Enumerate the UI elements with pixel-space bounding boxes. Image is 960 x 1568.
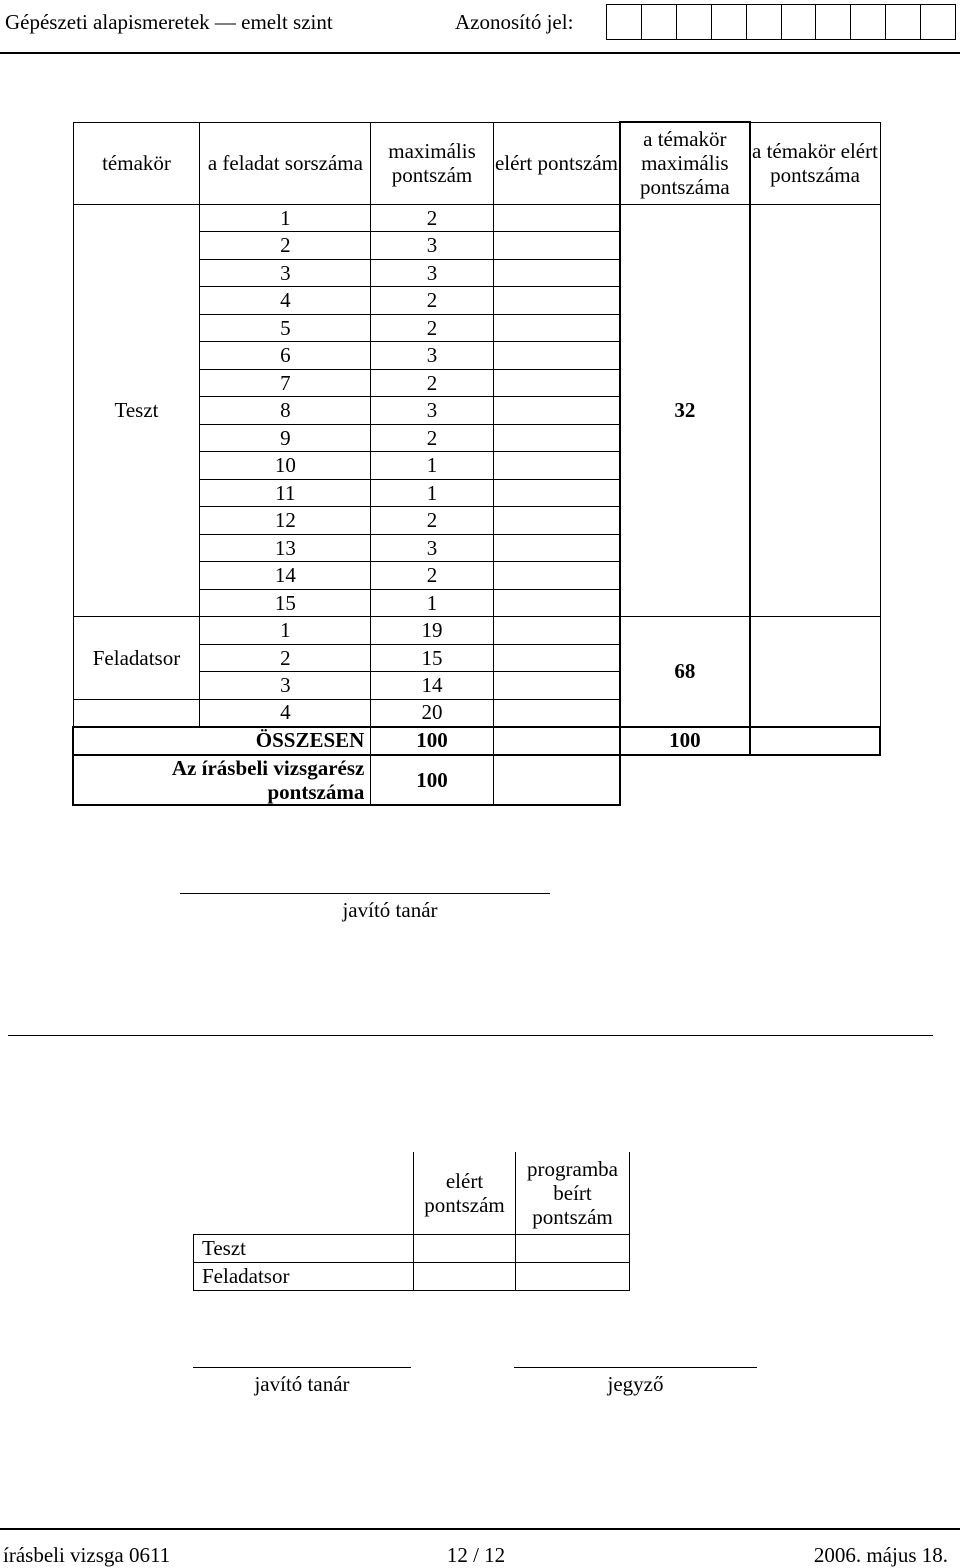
task-max-points: 20 (371, 699, 493, 727)
total-row (73, 727, 880, 755)
task-achieved-points[interactable] (493, 232, 620, 260)
id-box[interactable] (712, 5, 747, 39)
task-max-points: 2 (371, 507, 493, 535)
topic-label: Teszt (73, 204, 200, 617)
task-number: 13 (200, 534, 371, 562)
header-title: Gépészeti alapismeretek — emelt szint (5, 10, 333, 34)
task-max-points: 2 (371, 204, 493, 232)
task-max-points: 2 (371, 424, 493, 452)
col-header-task-number: a feladat sorszáma (200, 122, 371, 204)
written-total-row (73, 755, 880, 805)
table-header-row (73, 122, 880, 204)
task-achieved-points[interactable] (493, 424, 620, 452)
summary-table (193, 1152, 630, 1291)
task-number: 6 (200, 342, 371, 370)
id-box[interactable] (782, 5, 817, 39)
id-label: Azonosító jel: (455, 10, 574, 34)
written-total-label: Az írásbeli vizsgarész pontszáma (73, 755, 371, 805)
task-achieved-points[interactable] (493, 672, 620, 700)
signature-line (514, 1367, 757, 1368)
task-number: 4 (200, 699, 371, 727)
summary-header-row (194, 1152, 630, 1234)
task-achieved-points[interactable] (493, 644, 620, 672)
header-rule (0, 52, 960, 54)
task-max-points: 3 (371, 534, 493, 562)
task-achieved-points[interactable] (493, 397, 620, 425)
summary-achieved-cell[interactable] (414, 1262, 516, 1290)
task-max-points: 1 (371, 479, 493, 507)
col-header-topic-max: a témakör maximális pontszáma (620, 122, 749, 204)
task-number: 15 (200, 589, 371, 617)
task-number: 7 (200, 369, 371, 397)
table-row (73, 617, 880, 645)
task-achieved-points[interactable] (493, 204, 620, 232)
task-achieved-points[interactable] (493, 287, 620, 315)
summary-entered-cell[interactable] (516, 1234, 630, 1262)
score-table (72, 121, 881, 806)
task-max-points: 14 (371, 672, 493, 700)
id-box[interactable] (886, 5, 921, 39)
summary-achieved-cell[interactable] (414, 1234, 516, 1262)
task-number: 10 (200, 452, 371, 480)
task-achieved-points[interactable] (493, 562, 620, 590)
signature-label-teacher: javító tanár (342, 898, 438, 922)
task-achieved-points[interactable] (493, 259, 620, 287)
task-number: 4 (200, 287, 371, 315)
summary-row-label: Teszt (194, 1234, 414, 1262)
task-max-points: 3 (371, 397, 493, 425)
task-number: 1 (200, 617, 371, 645)
task-max-points: 3 (371, 232, 493, 260)
task-number: 12 (200, 507, 371, 535)
task-achieved-points[interactable] (493, 479, 620, 507)
total-topic-max: 100 (620, 727, 749, 755)
total-max: 100 (371, 727, 493, 755)
task-number: 9 (200, 424, 371, 452)
task-achieved-points[interactable] (493, 369, 620, 397)
total-topic-achieved[interactable] (750, 727, 881, 755)
signature-line (193, 1367, 411, 1368)
task-achieved-points[interactable] (493, 507, 620, 535)
summary-header-achieved: elért pontszám (414, 1152, 516, 1234)
signature-line (180, 893, 550, 894)
summary-row (194, 1262, 630, 1290)
footer-date: 2006. május 18. (813, 1543, 948, 1567)
id-box[interactable] (851, 5, 886, 39)
total-label: ÖSSZESEN (73, 727, 371, 755)
footer-page-number: 12 / 12 (446, 1543, 506, 1567)
task-number: 1 (200, 204, 371, 232)
id-box[interactable] (921, 5, 955, 39)
id-box[interactable] (642, 5, 677, 39)
id-box[interactable] (816, 5, 851, 39)
signature-label-teacher: javító tanár (254, 1372, 350, 1396)
col-header-achieved-points: elért pontszám (493, 122, 620, 204)
task-max-points: 15 (371, 644, 493, 672)
topic-label: Feladatsor (73, 617, 200, 700)
topic-max-points: 68 (620, 617, 749, 727)
col-header-max-points: maximális pontszám (371, 122, 493, 204)
task-number: 3 (200, 259, 371, 287)
total-achieved[interactable] (493, 727, 620, 755)
task-max-points: 2 (371, 314, 493, 342)
task-max-points: 3 (371, 342, 493, 370)
task-number: 5 (200, 314, 371, 342)
id-boxes (606, 4, 956, 40)
col-header-topic: témakör (73, 122, 200, 204)
summary-row (194, 1234, 630, 1262)
written-total-value: 100 (371, 755, 493, 805)
signature-label-notary: jegyző (607, 1372, 664, 1396)
task-achieved-points[interactable] (493, 617, 620, 645)
task-achieved-points[interactable] (493, 534, 620, 562)
task-achieved-points[interactable] (493, 452, 620, 480)
task-max-points: 1 (371, 589, 493, 617)
separator-rule (8, 1035, 933, 1036)
topic-max-points: 32 (620, 204, 749, 617)
task-number: 14 (200, 562, 371, 590)
summary-header-entered: programba beírt pontszám (516, 1152, 630, 1234)
task-max-points: 3 (371, 259, 493, 287)
task-achieved-points[interactable] (493, 314, 620, 342)
footer-rule (0, 1528, 960, 1530)
topic-achieved-points[interactable] (750, 617, 881, 727)
task-number: 8 (200, 397, 371, 425)
task-achieved-points[interactable] (493, 342, 620, 370)
summary-entered-cell[interactable] (516, 1262, 630, 1290)
col-header-topic-achieved: a témakör elért pontszáma (750, 122, 881, 204)
task-number: 11 (200, 479, 371, 507)
written-total-achieved[interactable] (493, 755, 620, 805)
task-number: 2 (200, 232, 371, 260)
task-achieved-points[interactable] (493, 699, 620, 727)
task-number: 2 (200, 644, 371, 672)
task-max-points: 2 (371, 369, 493, 397)
task-max-points: 2 (371, 562, 493, 590)
summary-row-label: Feladatsor (194, 1262, 414, 1290)
task-number: 3 (200, 672, 371, 700)
task-max-points: 19 (371, 617, 493, 645)
topic-achieved-points[interactable] (750, 204, 881, 617)
table-row (73, 204, 880, 232)
task-achieved-points[interactable] (493, 589, 620, 617)
id-box[interactable] (607, 5, 642, 39)
task-max-points: 2 (371, 287, 493, 315)
footer-exam-code: írásbeli vizsga 0611 (3, 1543, 171, 1567)
task-max-points: 1 (371, 452, 493, 480)
id-box[interactable] (677, 5, 712, 39)
id-box[interactable] (747, 5, 782, 39)
